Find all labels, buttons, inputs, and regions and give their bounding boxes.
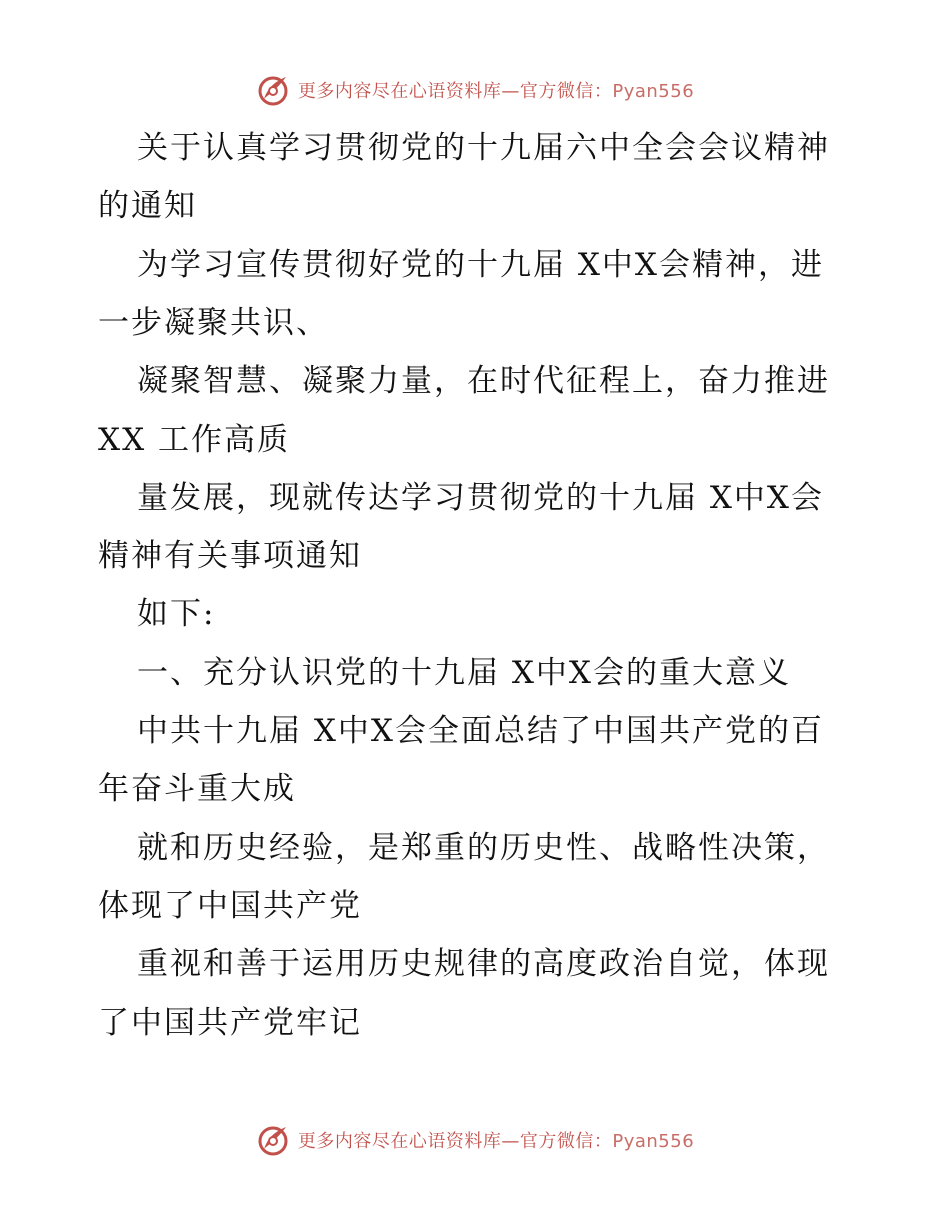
document-line: 一、充分认识党的十九届 X中X会的重大意义 <box>137 654 791 691</box>
watermark-text: 更多内容尽在心语资料库—官方微信：Pyan556 <box>297 1131 695 1152</box>
quill-swirl-icon <box>256 73 290 107</box>
quill-swirl-icon <box>256 1123 290 1157</box>
document-line: 凝聚智慧、凝聚力量，在时代征程上，奋力推进 <box>137 363 830 400</box>
document-line: 体现了中国共产党 <box>98 887 362 924</box>
document-line: 为学习宣传贯彻好党的十九届 X中X会精神，进 <box>137 246 824 283</box>
document-line: 精神有关事项通知 <box>98 538 362 575</box>
watermark-text: 更多内容尽在心语资料库—官方微信：Pyan556 <box>297 81 695 102</box>
header-watermark <box>0 70 950 110</box>
document-line: 了中国共产党牢记 <box>98 1004 362 1041</box>
document-line: 的通知 <box>98 188 197 225</box>
document-line: 重视和善于运用历史规律的高度政治自觉，体现 <box>137 946 830 983</box>
footer-watermark <box>0 1120 950 1160</box>
document-line: 关于认真学习贯彻党的十九届六中全会会议精神 <box>137 130 830 166</box>
document-line: 量发展，现就传达学习贯彻党的十九届 X中X会 <box>137 479 824 516</box>
document-line: 如下: <box>137 596 216 633</box>
document-line: 年奋斗重大成 <box>98 771 296 808</box>
document-line: 中共十九届 X中X会全面总结了中国共产党的百 <box>137 713 824 749</box>
document-line: 一步凝聚共识、 <box>98 304 329 341</box>
document-line: 就和历史经验，是郑重的历史性、战略性决策， <box>137 829 830 866</box>
document-line: XX 工作高质 <box>98 421 290 458</box>
